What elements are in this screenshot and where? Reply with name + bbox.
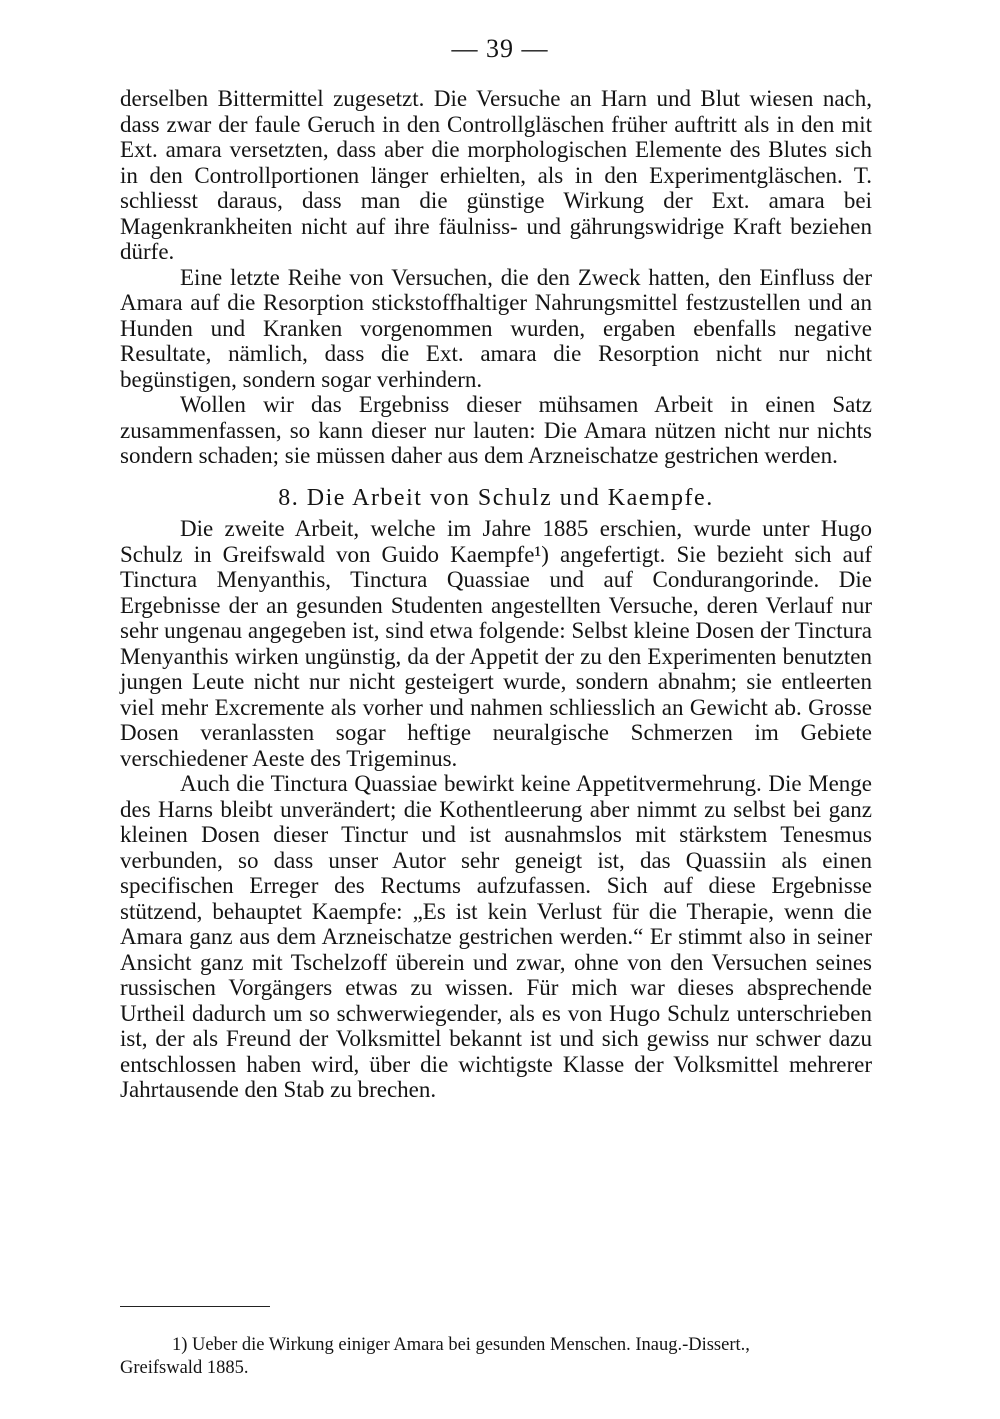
footnote-divider xyxy=(120,1306,270,1307)
footnote-line-1: 1) Ueber die Wirkung einiger Amara bei gesunden Menschen. Inaug.-Dissert., xyxy=(172,1335,750,1355)
paragraph-schulz-kaempfe: Die zweite Arbeit, welche im Jahre 1885 erschien, wurde unter Hugo Schulz in Greifswald von Guido Kaempfe¹) angefertigt. Sie bezieht sich auf Tinctura Menyanthis, Tinctura Quassiae und auf Condurangorinde. Die Ergebnisse der an gesunden Studenten angestellten Versuche, deren Verlauf nur sehr ungenau angegeben ist, sind etwa folgende: Selbst kleine Dosen der Tinctura Menyanthis wirken ungünstig, da der Appetit der zu den Experimenten benutzten jungen Leute nicht nur nicht gesteigert wurde, sondern abnahm; sie entleerten viel mehr Excremente als vorher und nahmen schliesslich an Gewicht ab. Grosse Dosen veranlassten sogar heftige neuralgische Schmerzen im Gebiete verschiedener Aeste des Trigeminus. xyxy=(120,516,872,771)
footnote-line-2: Greifswald 1885. xyxy=(120,1358,249,1378)
section-heading: 8. Die Arbeit von Schulz und Kaempfe. xyxy=(278,484,714,511)
body-text xyxy=(120,86,872,1103)
page-number: — 39 — xyxy=(451,34,549,63)
paragraph-continuation: derselben Bittermittel zugesetzt. Die Versuche an Harn und Blut wiesen nach, dass zwar der faule Geruch in den Controllgläschen früher auftritt als in den mit Ext. amara versetzten, dass aber die morphologischen Elemente des Blutes sich in den Controllportionen länger erhielten, als in den Experimentgläschen. T. schliesst daraus, dass man die günstige Wirkung der Ext. amara bei Magenkrankheiten nicht auf ihre fäulniss- und gährungswidrige Kraft beziehen dürfe. xyxy=(120,86,872,264)
paragraph-summary: Wollen wir das Ergebniss dieser mühsamen Arbeit in einen Satz zusammenfassen, so kann dieser nur lauten: Die Amara nützen nicht nur nichts sondern schaden; sie müssen daher aus dem Arzneischatze gestrichen werden. xyxy=(120,392,872,468)
paragraph-quassiae: Auch die Tinctura Quassiae bewirkt keine Appetitvermehrung. Die Menge des Harns bleibt unverändert; die Kothentleerung aber nimmt zu selbst bei ganz kleinen Dosen dieser Tinctur und ist ausnahmslos mit stärkstem Tenesmus verbunden, so dass unser Autor sehr geneigt ist, das Quassiin als einen specifischen Erreger des Rectums aufzufassen. Sich auf diese Ergebnisse stützend, behauptet Kaempfe: „Es ist kein Verlust für die Therapie, wenn die Amara ganz aus dem Arzneischatze gestrichen werden.“ Er stimmt also in seiner Ansicht ganz mit Tschelzoff überein und zwar, ohne von den Versuchen seines russischen Vorgängers etwas zu wissen. Für mich war dieses absprechende Urtheil dadurch um so schwerwiegender, als es von Hugo Schulz unterschrieben ist, der als Freund der Volksmittel bekannt ist und sich gewiss nur schwer dazu entschlossen haben wird, über die wichtigste Klasse der Volksmittel mehrerer Jahrtausende den Stab zu brechen. xyxy=(120,771,872,1102)
footnote xyxy=(120,1334,872,1380)
paragraph-resorption: Eine letzte Reihe von Versuchen, die den Zweck hatten, den Einfluss der Amara auf die Resorption stickstoffhaltiger Nahrungsmittel festzustellen und an Hunden und Kranken vorgenommen wurden, ergaben ebenfalls negative Resultate, nämlich, dass die Ext. amara die Resorption nicht nur nicht begünstigen, sondern sogar verhindern. xyxy=(120,264,872,392)
